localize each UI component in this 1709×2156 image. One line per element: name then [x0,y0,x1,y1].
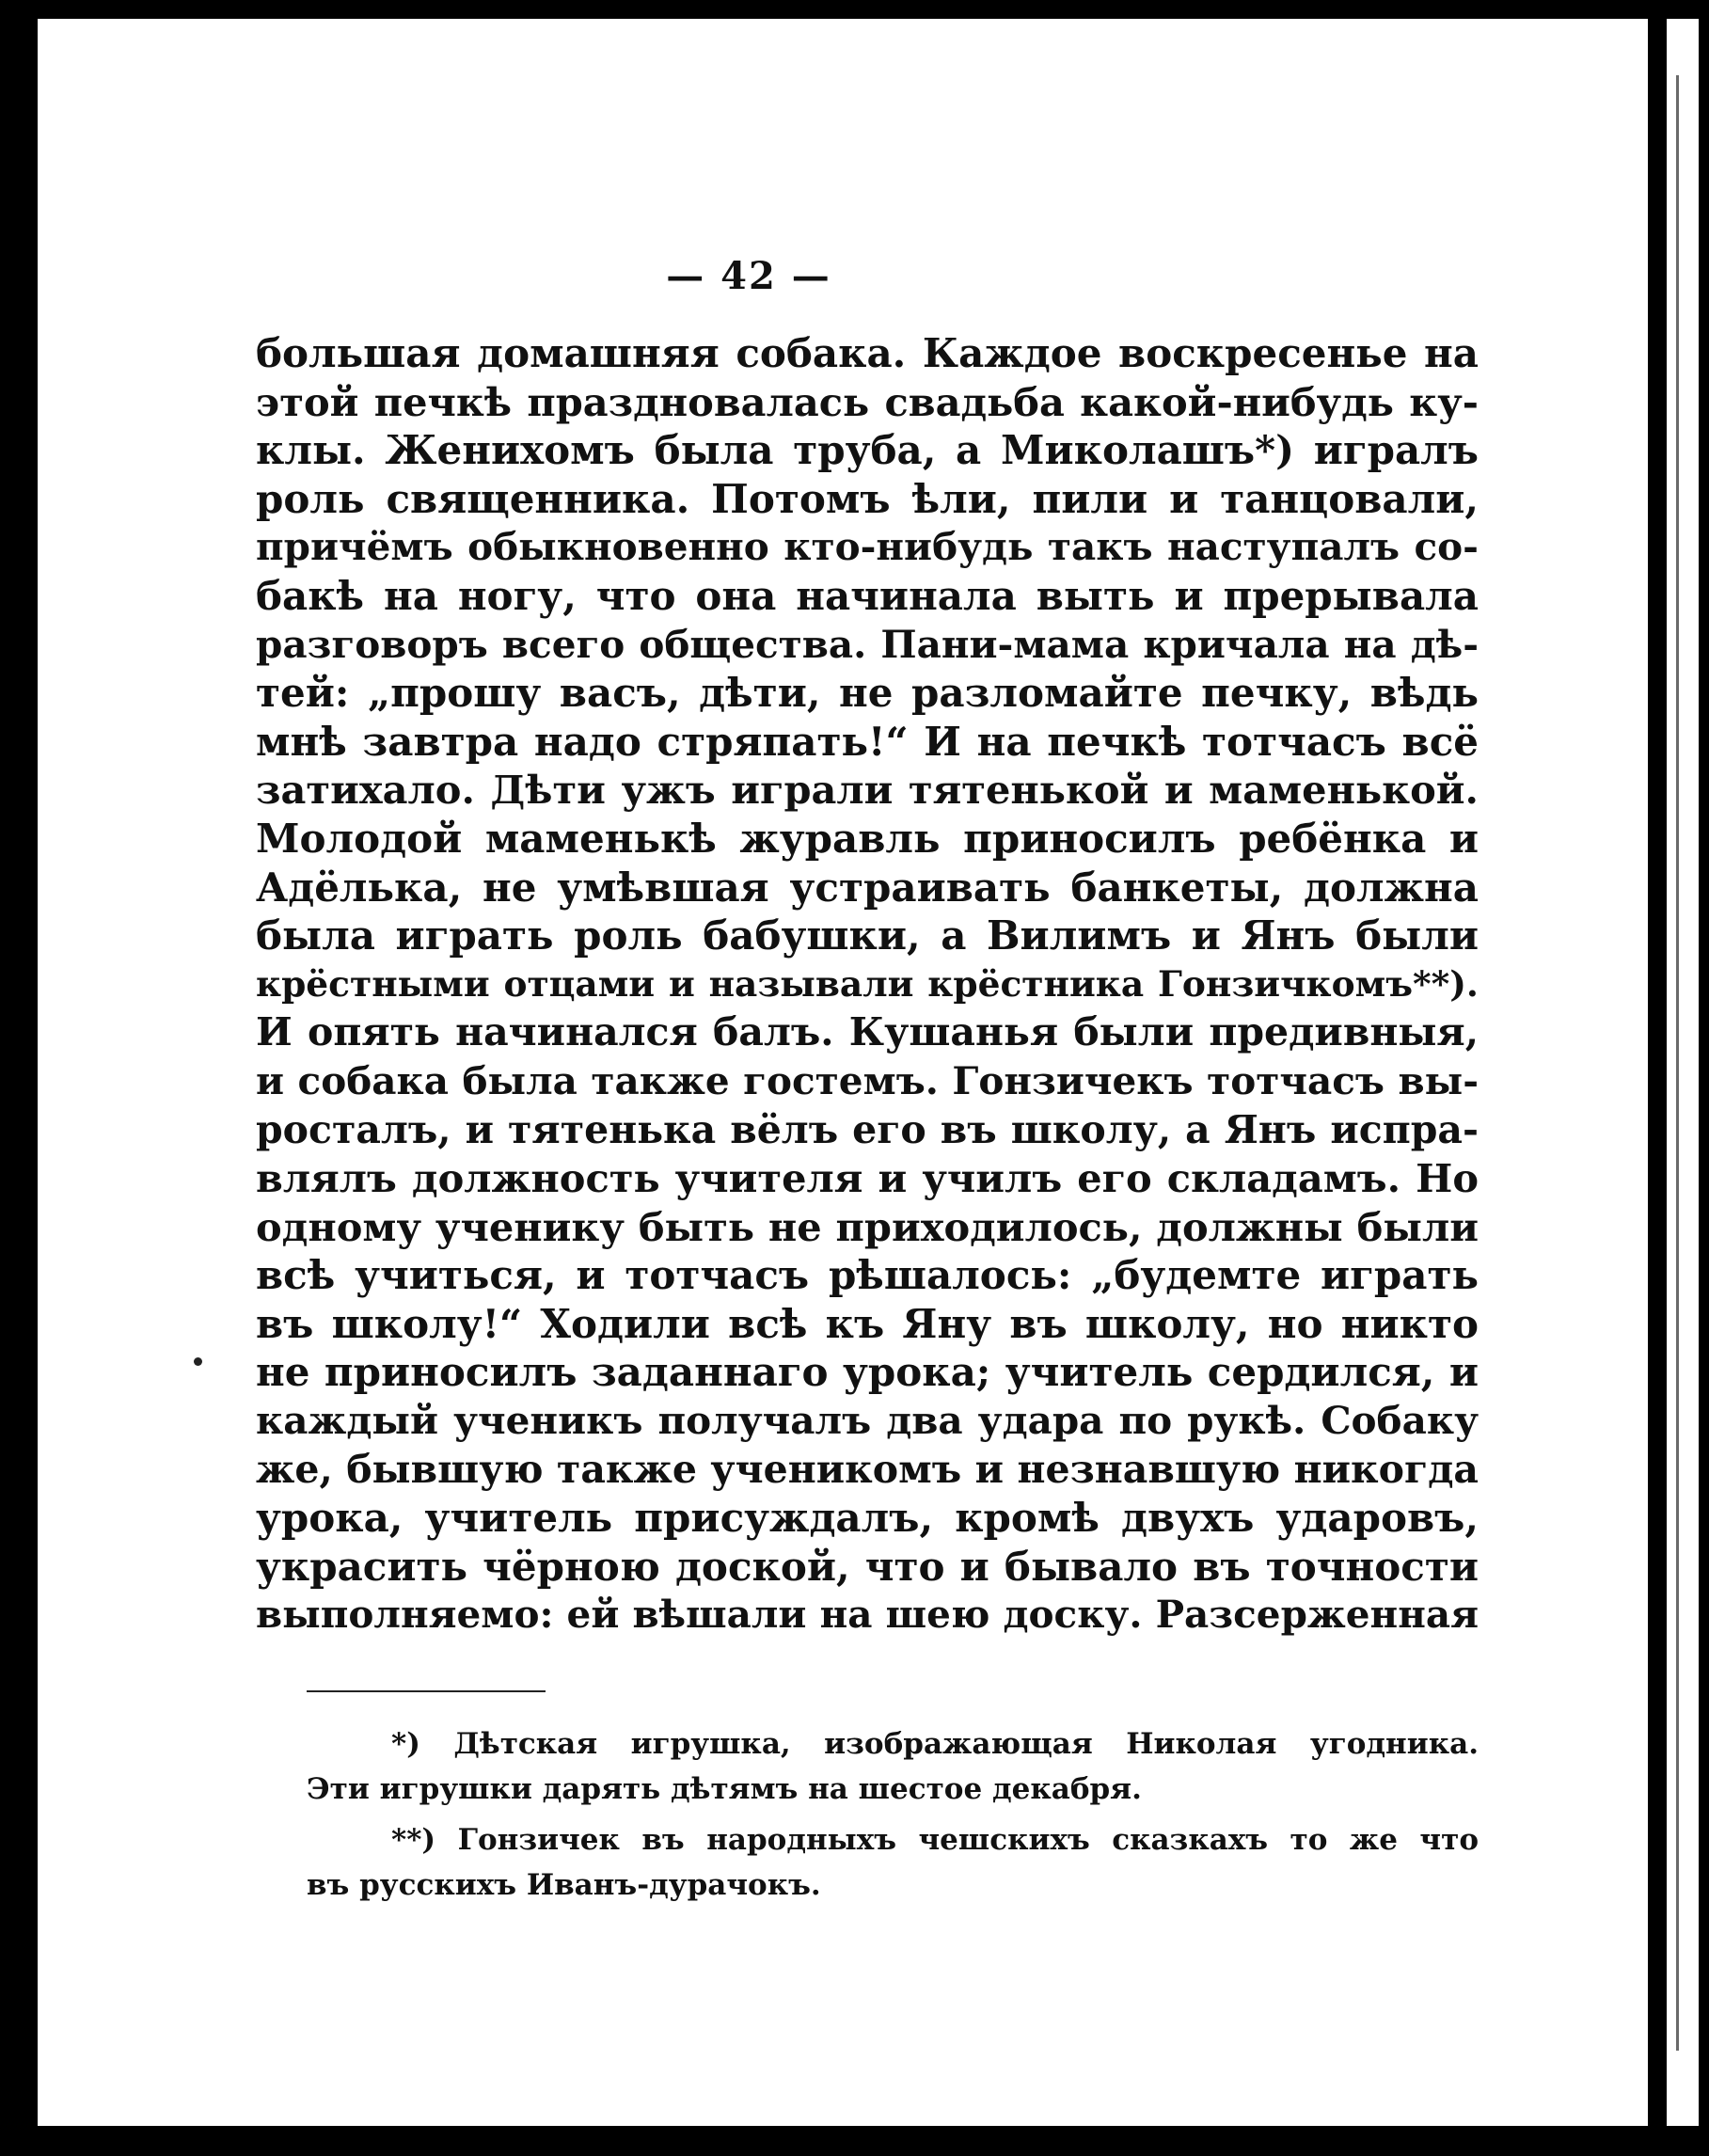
book-page [38,19,1648,2126]
footnote-1-line-1: *) Дѣтская игрушка, изображающая Николая угодника. [391,1727,1479,1761]
text-line: не приносилъ заданнаго урока; учитель сердился, и [256,1349,1479,1396]
footnote-2-line-2: въ русскихъ Иванъ-дурачокъ. [307,1868,821,1902]
footnotes [307,1721,1479,1908]
text-line: же, бывшую также ученикомъ и незнавшую никогда [256,1446,1479,1492]
text-line: одному ученику быть не приходилось, должны были [256,1203,1479,1250]
text-line: и собака была также гостемъ. Гонзичекъ тотчасъ вы- [256,1057,1479,1103]
footnote-2-line-1: **) Гонзичек въ народныхъ чешскихъ сказкахъ то же что [391,1823,1479,1857]
ink-speck [194,1357,202,1366]
text-line: Адёлька, не умѣвшая устраивать банкеты, должна [256,864,1479,911]
edge-line [1676,75,1679,2051]
text-line: тей: „прошу васъ, дѣти, не разломайте печку, вѣдь [256,670,1479,717]
text-line: урока, учитель присуждалъ, кромѣ двухъ ударовъ, [256,1495,1479,1542]
text-line: причёмъ обыкновенно кто-нибудь такъ наступалъ со- [256,524,1479,570]
text-line: разговоръ всего общества. Пани-мама кричала на дѣ- [256,621,1479,667]
text-line: этой печкѣ праздновалась свадьба какой-нибудь ку- [256,378,1479,425]
text-line: влялъ должность учителя и училъ его складамъ. Но [256,1155,1479,1202]
text-line: была играть роль бабушки, а Вилимъ и Янъ были [256,912,1479,959]
text-line: всѣ учиться, и тотчасъ рѣшалось: „будемте играть [256,1252,1479,1299]
footnote-divider [307,1690,546,1692]
text-line: Молодой маменькѣ журавль приносилъ ребёнка и [256,815,1479,862]
text-line: росталъ, и тятенька вёлъ его въ школу, а Янъ испра- [256,1106,1479,1152]
text-line: выполняемо: ей вѣшали на шею доску. Разсерженная [256,1592,1479,1638]
text-line: крёстными отцами и называли крёстника Гонзичкомъ**). [256,962,1479,1005]
text-line: роль священника. Потомъ ѣли, пили и танцовали, [256,475,1479,522]
text-line: каждый ученикъ получалъ два удара по рукѣ. Собаку [256,1398,1479,1444]
next-page-edge [1667,19,1699,2126]
text-line: украсить чёрною доской, что и бывало въ точности [256,1543,1479,1590]
text-line: большая домашняя собака. Каждое воскресенье на [256,330,1479,376]
footnote-1-line-2: Эти игрушки дарять дѣтямъ на шестое декабря. [307,1772,1142,1806]
text-line: бакѣ на ногу, что она начинала выть и прерывала [256,572,1479,619]
text-line: И опять начинался балъ. Кушанья были предивныя, [256,1009,1479,1055]
text-line: мнѣ завтра надо стряпать!“ И на печкѣ тотчасъ всё [256,718,1479,765]
page-gutter [1648,19,1667,2126]
page-number: — 42 — [666,254,831,298]
text-line: въ школу!“ Ходили всѣ къ Яну въ школу, но никто [256,1300,1479,1347]
text-line: затихало. Дѣти ужъ играли тятенькой и маменькой. [256,767,1479,814]
text-line: клы. Женихомъ была труба, а Миколашъ*) игралъ [256,427,1479,474]
body-text [256,329,1479,1640]
